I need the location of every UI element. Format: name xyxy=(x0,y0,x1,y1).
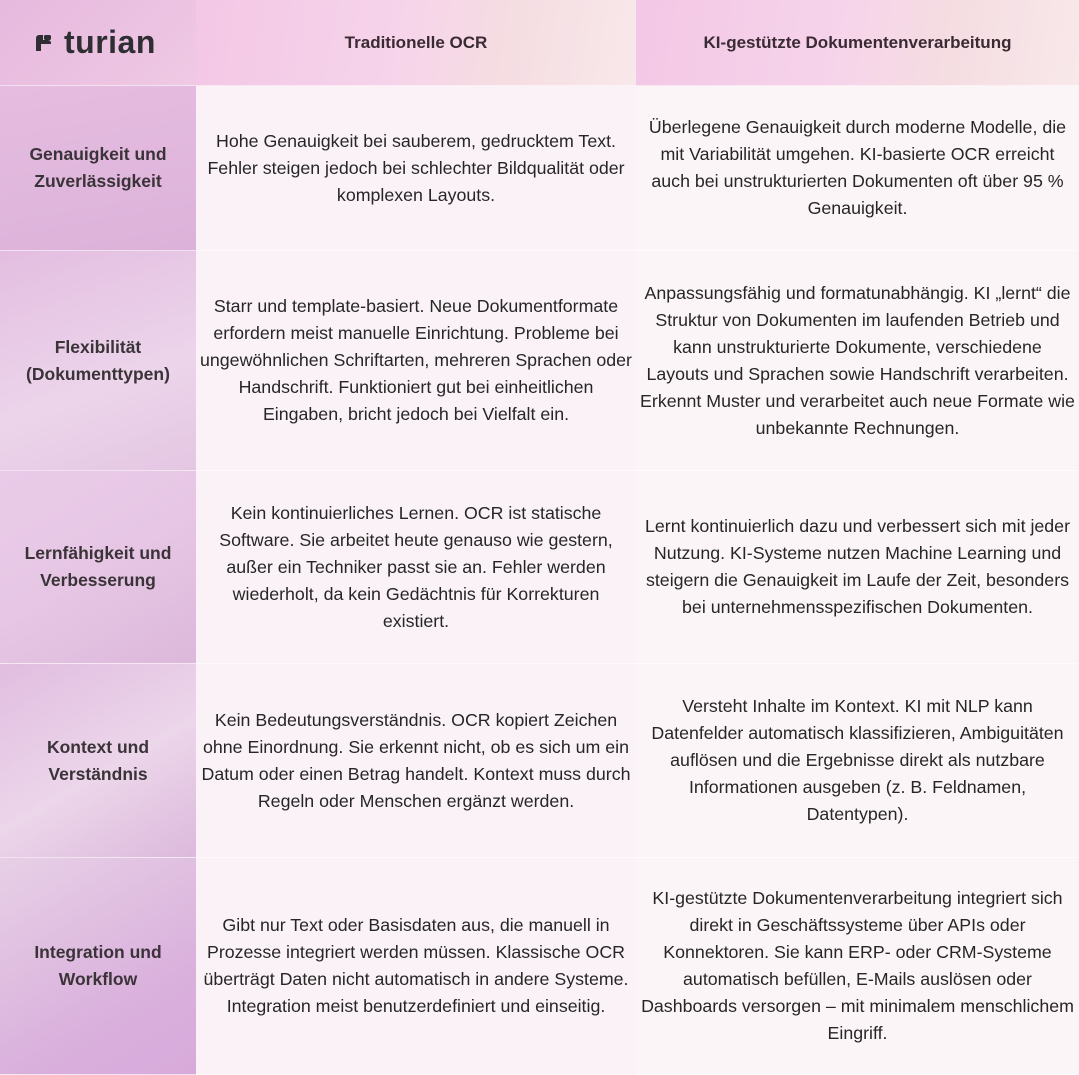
logo-cell xyxy=(0,0,196,86)
turian-logo xyxy=(32,24,156,61)
column-header-ki-processing: KI-gestützte Dokumentenverarbeitung xyxy=(636,0,1079,86)
row-header-flexibility: Flexibilität (Dokumenttypen) xyxy=(0,251,196,471)
row-header-accuracy: Genauigkeit und Zuverlässigkeit xyxy=(0,86,196,251)
cell-ocr-integration: Gibt nur Text oder Basisdaten aus, die manuell in Prozesse integriert werden müssen. Klassische OCR überträgt Daten nicht automatisch in andere Systeme. Integration meist benutzerdefiniert und einseitig. xyxy=(196,858,636,1075)
row-header-learning: Lernfähigkeit und Verbesserung xyxy=(0,471,196,664)
cell-ki-integration: KI-gestützte Dokumentenverarbeitung integriert sich direkt in Geschäftssysteme über APIs oder Konnektoren. Sie kann ERP- oder CRM-Systeme automatisch befüllen, E-Mails auslösen oder Dashboards versorgen – mit minimalem menschlichem Eingriff. xyxy=(636,858,1079,1075)
cell-ocr-accuracy: Hohe Genauigkeit bei sauberem, gedrucktem Text. Fehler steigen jedoch bei schlechter Bildqualität oder komplexen Layouts. xyxy=(196,86,636,251)
row-header-context: Kontext und Verständnis xyxy=(0,664,196,858)
row-header-integration: Integration und Workflow xyxy=(0,858,196,1075)
cell-ki-context: Versteht Inhalte im Kontext. KI mit NLP kann Datenfelder automatisch klassifizieren, Ambiguitäten auflösen und die Ergebnisse direkt als nutzbare Informationen ausgeben (z. B. Feldnamen, Datentypen). xyxy=(636,664,1079,858)
turian-logo-icon xyxy=(32,31,56,55)
cell-ocr-flexibility: Starr und template-basiert. Neue Dokumentformate erfordern meist manuelle Einrichtung. Probleme bei ungewöhnlichen Schriftarten, mehreren Sprachen oder Handschrift. Funktioniert gut bei einheitlichen Eingaben, bricht jedoch bei Vielfalt ein. xyxy=(196,251,636,471)
cell-ki-learning: Lernt kontinuierlich dazu und verbessert sich mit jeder Nutzung. KI-Systeme nutzen Machine Learning und steigern die Genauigkeit im Laufe der Zeit, besonders bei unternehmensspezifischen Dokumenten. xyxy=(636,471,1079,664)
cell-ocr-context: Kein Bedeutungsverständnis. OCR kopiert Zeichen ohne Einordnung. Sie erkennt nicht, ob es sich um ein Datum oder einen Betrag handelt. Kontext muss durch Regeln oder Menschen ergänzt werden. xyxy=(196,664,636,858)
cell-ki-accuracy: Überlegene Genauigkeit durch moderne Modelle, die mit Variabilität umgehen. KI-basierte OCR erreicht auch bei unstrukturierten Dokumenten oft über 95 % Genauigkeit. xyxy=(636,86,1079,251)
cell-ocr-learning: Kein kontinuierliches Lernen. OCR ist statische Software. Sie arbeitet heute genauso wie gestern, außer ein Techniker passt sie an. Fehler werden wiederholt, da kein Gedächtnis für Korrekturen existiert. xyxy=(196,471,636,664)
column-header-traditional-ocr: Traditionelle OCR xyxy=(196,0,636,86)
cell-ki-flexibility: Anpassungsfähig und formatunabhängig. KI „lernt“ die Struktur von Dokumenten im laufenden Betrieb und kann unstrukturierte Dokumente, verschiedene Layouts und Sprachen sowie Handschrift verarbeiten. Erkennt Muster und verarbeitet auch neue Formate wie unbekannte Rechnungen. xyxy=(636,251,1079,471)
brand-name: turian xyxy=(64,24,156,60)
